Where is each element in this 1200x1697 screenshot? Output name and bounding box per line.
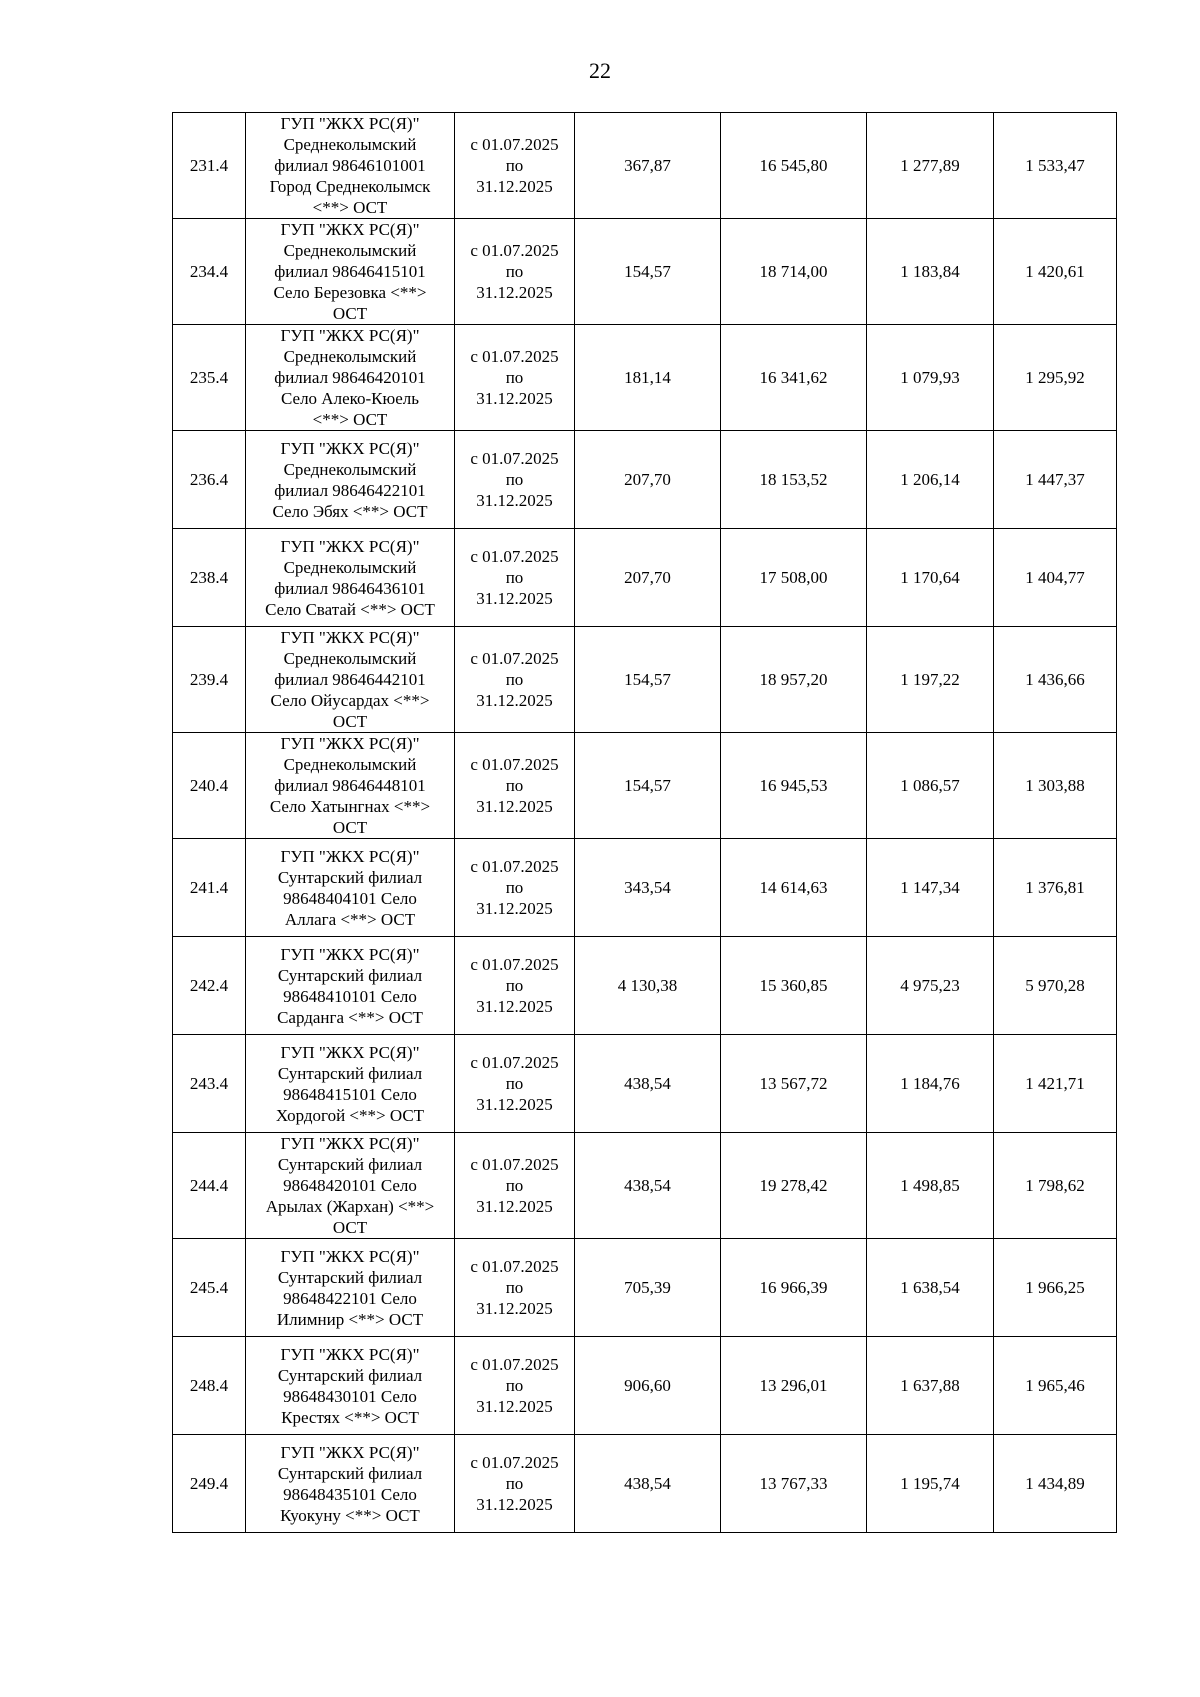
row-code: 231.4 (189, 156, 229, 175)
org-line: ГУП "ЖКХ РС(Я)" (280, 1246, 420, 1266)
value-cell-4 (994, 113, 1117, 219)
period-line: 31.12.2025 (476, 997, 553, 1016)
row-code: 245.4 (189, 1278, 229, 1297)
value-1: 207,70 (624, 470, 671, 489)
period-cell (455, 937, 575, 1035)
value-cell-2 (721, 937, 867, 1035)
org-cell (246, 627, 455, 733)
value-cell-4 (994, 219, 1117, 325)
table-row (173, 1239, 1117, 1337)
value-cell-2 (721, 1239, 867, 1337)
table-row (173, 219, 1117, 325)
org-line: Сунтарский филиал (277, 1365, 423, 1385)
value-4: 1 420,61 (1025, 262, 1085, 281)
value-cell-1 (575, 1239, 721, 1337)
org-line: ГУП "ЖКХ РС(Я)" (280, 1442, 420, 1462)
row-code: 243.4 (189, 1074, 229, 1093)
period-line: 31.12.2025 (476, 589, 553, 608)
org-line: Среднеколымский (283, 241, 417, 260)
period-line: 31.12.2025 (476, 389, 553, 408)
org-cell (246, 1133, 455, 1239)
org-line: Хордогой <**> ОСТ (275, 1105, 425, 1125)
row-code: 248.4 (189, 1376, 229, 1395)
value-cell-3 (867, 1435, 994, 1533)
period-line: 31.12.2025 (476, 491, 553, 510)
period-cell (455, 1035, 575, 1133)
table-row (173, 431, 1117, 529)
org-line: Сунтарский филиал (277, 965, 423, 985)
org-cell (246, 325, 455, 431)
row-code-cell (173, 219, 246, 325)
org-line: ГУП "ЖКХ РС(Я)" (280, 1042, 420, 1062)
value-cell-3 (867, 1035, 994, 1133)
value-2: 18 714,00 (759, 262, 828, 281)
value-2: 19 278,42 (759, 1176, 828, 1195)
period-cell (455, 529, 575, 627)
period-line: 31.12.2025 (476, 1299, 553, 1318)
org-line: Село Сватай <**> ОСТ (265, 599, 435, 619)
org-cell (246, 431, 455, 529)
row-code-cell (173, 937, 246, 1035)
period-line: 31.12.2025 (476, 1197, 553, 1216)
org-line: Среднеколымский (283, 557, 417, 577)
value-4: 1 966,25 (1025, 1278, 1085, 1297)
value-cell-2 (721, 733, 867, 839)
org-line: ГУП "ЖКХ РС(Я)" (280, 628, 420, 647)
org-line: Среднеколымский (283, 135, 417, 154)
org-line: Крестях <**> ОСТ (281, 1407, 419, 1427)
org-line: 98648420101 Село (283, 1176, 417, 1195)
value-1: 438,54 (624, 1176, 671, 1195)
period-line: с 01.07.2025 (470, 347, 559, 366)
period-line: с 01.07.2025 (470, 857, 559, 876)
org-line: Село Хатынгнах <**> (269, 797, 431, 816)
value-cell-2 (721, 1035, 867, 1133)
value-4: 1 447,37 (1025, 470, 1085, 489)
period-cell (455, 627, 575, 733)
value-cell-2 (721, 113, 867, 219)
value-cell-1 (575, 219, 721, 325)
org-line: Сарданга <**> ОСТ (277, 1007, 423, 1027)
value-cell-1 (575, 937, 721, 1035)
value-3: 1 637,88 (900, 1376, 960, 1395)
row-code-cell (173, 529, 246, 627)
period-line: с 01.07.2025 (470, 135, 559, 154)
org-cell (246, 1337, 455, 1435)
table-row (173, 937, 1117, 1035)
row-code-cell (173, 1133, 246, 1239)
value-3: 1 197,22 (900, 670, 960, 689)
period-line: с 01.07.2025 (470, 755, 559, 774)
value-2: 15 360,85 (759, 976, 828, 995)
org-cell (246, 733, 455, 839)
period-line: по (505, 1376, 524, 1395)
org-line: Сунтарский филиал (277, 1063, 423, 1083)
value-cell-4 (994, 733, 1117, 839)
period-line: 31.12.2025 (476, 1397, 553, 1416)
row-code: 234.4 (189, 262, 229, 281)
value-1: 154,57 (624, 262, 671, 281)
row-code-cell (173, 113, 246, 219)
table-row (173, 113, 1117, 219)
period-cell (455, 219, 575, 325)
period-line: по (505, 470, 524, 489)
value-2: 14 614,63 (759, 878, 828, 897)
value-cell-2 (721, 219, 867, 325)
period-line: по (505, 776, 524, 795)
value-4: 1 376,81 (1025, 878, 1085, 897)
row-code-cell (173, 839, 246, 937)
value-3: 1 206,14 (900, 470, 960, 489)
org-line: ГУП "ЖКХ РС(Я)" (280, 536, 420, 556)
org-line: Аллага <**> ОСТ (284, 909, 416, 929)
value-cell-1 (575, 733, 721, 839)
value-cell-4 (994, 1435, 1117, 1533)
period-line: по (505, 1074, 524, 1093)
table-row (173, 325, 1117, 431)
value-1: 207,70 (624, 568, 671, 587)
value-cell-3 (867, 733, 994, 839)
value-2: 16 545,80 (759, 156, 828, 175)
value-cell-4 (994, 1035, 1117, 1133)
value-cell-3 (867, 219, 994, 325)
row-code: 242.4 (189, 976, 229, 995)
value-cell-4 (994, 937, 1117, 1035)
row-code: 238.4 (189, 568, 229, 587)
org-line: 98648410101 Село (283, 986, 417, 1006)
org-line: Сунтарский филиал (277, 867, 423, 887)
row-code: 241.4 (189, 878, 229, 897)
org-line: Куокуну <**> ОСТ (280, 1505, 420, 1525)
value-cell-3 (867, 431, 994, 529)
value-cell-3 (867, 627, 994, 733)
table-row (173, 529, 1117, 627)
table-row (173, 1337, 1117, 1435)
table-row (173, 839, 1117, 937)
period-line: по (505, 568, 524, 587)
row-code-cell (173, 1435, 246, 1533)
period-cell (455, 839, 575, 937)
value-cell-3 (867, 1239, 994, 1337)
value-cell-4 (994, 627, 1117, 733)
period-line: по (505, 976, 524, 995)
org-line: Илимнир <**> ОСТ (276, 1309, 424, 1329)
value-cell-2 (721, 839, 867, 937)
value-2: 16 341,62 (759, 368, 828, 387)
period-line: по (505, 1474, 524, 1493)
period-line: 31.12.2025 (476, 283, 553, 302)
org-line: Среднеколымский (283, 347, 417, 366)
value-cell-3 (867, 529, 994, 627)
value-2: 13 567,72 (759, 1074, 828, 1093)
row-code: 240.4 (189, 776, 229, 795)
value-4: 1 303,88 (1025, 776, 1085, 795)
value-1: 4 130,38 (617, 976, 678, 995)
org-line: ГУП "ЖКХ РС(Я)" (280, 220, 420, 239)
value-cell-2 (721, 529, 867, 627)
page-number: 22 (589, 58, 611, 83)
period-line: с 01.07.2025 (470, 1355, 559, 1374)
period-line: с 01.07.2025 (470, 449, 559, 468)
row-code-cell (173, 733, 246, 839)
value-3: 1 086,57 (900, 776, 960, 795)
org-line: филиал 98646448101 (274, 776, 426, 795)
value-3: 1 147,34 (900, 878, 960, 897)
table-row (173, 733, 1117, 839)
table-row (173, 627, 1117, 733)
org-line: ГУП "ЖКХ РС(Я)" (280, 846, 420, 866)
period-line: с 01.07.2025 (470, 1053, 559, 1072)
org-line: филиал 98646422101 (274, 480, 426, 500)
period-line: по (505, 368, 524, 387)
tariff-table (172, 112, 1117, 1533)
value-cell-1 (575, 1337, 721, 1435)
period-line: 31.12.2025 (476, 797, 553, 816)
org-line: ГУП "ЖКХ РС(Я)" (280, 1134, 420, 1153)
row-code: 239.4 (189, 670, 229, 689)
org-cell (246, 1035, 455, 1133)
row-code-cell (173, 325, 246, 431)
value-4: 1 798,62 (1025, 1176, 1085, 1195)
value-3: 1 195,74 (900, 1474, 960, 1493)
value-cell-1 (575, 325, 721, 431)
value-cell-2 (721, 627, 867, 733)
org-line: филиал 98646101001 (274, 156, 426, 175)
org-line: Село Эбях <**> ОСТ (272, 501, 428, 521)
value-2: 13 296,01 (759, 1376, 828, 1395)
value-cell-2 (721, 431, 867, 529)
value-cell-4 (994, 325, 1117, 431)
org-line: Сунтарский филиал (277, 1155, 423, 1174)
period-line: с 01.07.2025 (470, 547, 559, 566)
row-code: 244.4 (189, 1176, 229, 1195)
value-2: 18 153,52 (759, 470, 828, 489)
value-cell-4 (994, 839, 1117, 937)
value-1: 154,57 (624, 776, 671, 795)
period-cell (455, 1337, 575, 1435)
org-line: <**> ОСТ (312, 198, 388, 217)
value-1: 367,87 (624, 156, 671, 175)
org-line: Среднеколымский (283, 459, 417, 479)
period-line: 31.12.2025 (476, 1495, 553, 1514)
period-line: с 01.07.2025 (470, 1257, 559, 1276)
org-line: Село Алеко-Кюель (280, 389, 419, 408)
org-cell (246, 937, 455, 1035)
period-line: с 01.07.2025 (470, 1155, 559, 1174)
row-code: 236.4 (189, 470, 229, 489)
period-cell (455, 1435, 575, 1533)
org-line: филиал 98646442101 (274, 670, 426, 689)
period-line: по (505, 878, 524, 897)
period-line: с 01.07.2025 (470, 1453, 559, 1472)
period-line: по (505, 670, 524, 689)
org-line: Город Среднеколымск (269, 177, 431, 196)
period-line: 31.12.2025 (476, 177, 553, 196)
value-3: 1 498,85 (900, 1176, 960, 1195)
org-line: Село Ойусардах <**> (270, 691, 430, 710)
org-line: ГУП "ЖКХ РС(Я)" (280, 944, 420, 964)
org-cell (246, 1239, 455, 1337)
value-cell-2 (721, 1133, 867, 1239)
value-2: 16 966,39 (759, 1278, 828, 1297)
value-1: 906,60 (624, 1376, 671, 1395)
value-3: 1 184,76 (900, 1074, 960, 1093)
value-cell-4 (994, 1337, 1117, 1435)
org-line: филиал 98646420101 (274, 368, 426, 387)
value-3: 1 638,54 (900, 1278, 960, 1297)
org-line: ОСТ (332, 818, 368, 837)
value-cell-2 (721, 325, 867, 431)
value-2: 17 508,00 (759, 568, 828, 587)
org-line: ГУП "ЖКХ РС(Я)" (280, 114, 420, 133)
row-code-cell (173, 627, 246, 733)
value-cell-1 (575, 113, 721, 219)
value-cell-4 (994, 1239, 1117, 1337)
org-line: ГУП "ЖКХ РС(Я)" (280, 1344, 420, 1364)
value-3: 1 277,89 (900, 156, 960, 175)
value-cell-4 (994, 431, 1117, 529)
row-code-cell (173, 431, 246, 529)
org-line: ГУП "ЖКХ РС(Я)" (280, 438, 420, 458)
value-cell-1 (575, 529, 721, 627)
period-cell (455, 325, 575, 431)
row-code-cell (173, 1035, 246, 1133)
value-1: 181,14 (624, 368, 671, 387)
value-cell-2 (721, 1435, 867, 1533)
value-4: 1 436,66 (1025, 670, 1085, 689)
value-cell-3 (867, 113, 994, 219)
org-line: 98648422101 Село (283, 1288, 417, 1308)
value-4: 5 970,28 (1025, 976, 1085, 995)
value-cell-1 (575, 839, 721, 937)
row-code: 235.4 (189, 368, 229, 387)
org-line: 98648435101 Село (283, 1484, 417, 1504)
value-4: 1 295,92 (1025, 368, 1085, 387)
value-4: 1 965,46 (1025, 1376, 1085, 1395)
period-line: по (505, 156, 524, 175)
row-code-cell (173, 1239, 246, 1337)
org-line: ОСТ (332, 712, 368, 731)
period-line: с 01.07.2025 (470, 241, 559, 260)
value-3: 1 079,93 (900, 368, 960, 387)
value-cell-1 (575, 1435, 721, 1533)
table-row (173, 1435, 1117, 1533)
value-1: 343,54 (624, 878, 671, 897)
org-line: филиал 98646436101 (274, 578, 426, 598)
org-line: ГУП "ЖКХ РС(Я)" (280, 326, 420, 345)
org-cell (246, 839, 455, 937)
value-1: 438,54 (624, 1474, 671, 1493)
org-line: 98648415101 Село (283, 1084, 417, 1104)
period-line: по (505, 1278, 524, 1297)
org-line: Среднеколымский (283, 649, 417, 668)
row-code-cell (173, 1337, 246, 1435)
value-4: 1 421,71 (1025, 1074, 1085, 1093)
value-cell-1 (575, 627, 721, 733)
org-line: ОСТ (332, 1218, 368, 1237)
org-cell (246, 529, 455, 627)
value-3: 1 170,64 (900, 568, 960, 587)
value-2: 16 945,53 (759, 776, 828, 795)
org-line: ОСТ (332, 304, 368, 323)
org-cell (246, 113, 455, 219)
value-cell-1 (575, 1035, 721, 1133)
value-1: 154,57 (624, 670, 671, 689)
table-row (173, 1035, 1117, 1133)
period-line: по (505, 262, 524, 281)
org-line: Сунтарский филиал (277, 1463, 423, 1483)
value-cell-4 (994, 529, 1117, 627)
value-cell-1 (575, 1133, 721, 1239)
value-3: 4 975,23 (900, 976, 960, 995)
period-line: 31.12.2025 (476, 899, 553, 918)
org-line: 98648404101 Село (283, 888, 417, 908)
period-cell (455, 733, 575, 839)
value-cell-3 (867, 839, 994, 937)
period-line: 31.12.2025 (476, 691, 553, 710)
period-cell (455, 1133, 575, 1239)
value-1: 705,39 (624, 1278, 671, 1297)
value-cell-3 (867, 325, 994, 431)
value-cell-4 (994, 1133, 1117, 1239)
period-line: 31.12.2025 (476, 1095, 553, 1114)
period-cell (455, 1239, 575, 1337)
value-3: 1 183,84 (900, 262, 960, 281)
period-line: по (505, 1176, 524, 1195)
period-cell (455, 113, 575, 219)
value-2: 18 957,20 (759, 670, 828, 689)
table-row (173, 1133, 1117, 1239)
value-cell-2 (721, 1337, 867, 1435)
value-4: 1 434,89 (1025, 1474, 1085, 1493)
org-line: <**> ОСТ (312, 410, 388, 429)
value-cell-3 (867, 1337, 994, 1435)
value-1: 438,54 (624, 1074, 671, 1093)
value-cell-3 (867, 1133, 994, 1239)
period-cell (455, 431, 575, 529)
org-line: ГУП "ЖКХ РС(Я)" (280, 734, 420, 753)
value-2: 13 767,33 (759, 1474, 828, 1493)
org-line: филиал 98646415101 (274, 262, 426, 281)
value-4: 1 533,47 (1025, 156, 1085, 175)
period-line: с 01.07.2025 (470, 955, 559, 974)
org-line: Сунтарский филиал (277, 1267, 423, 1287)
org-line: Село Березовка <**> (273, 283, 427, 302)
org-line: Среднеколымский (283, 755, 417, 774)
org-cell (246, 1435, 455, 1533)
org-line: Арылах (Жархан) <**> (265, 1197, 435, 1216)
period-line: с 01.07.2025 (470, 649, 559, 668)
org-cell (246, 219, 455, 325)
value-4: 1 404,77 (1025, 568, 1085, 587)
row-code: 249.4 (189, 1474, 229, 1493)
org-line: 98648430101 Село (283, 1386, 417, 1406)
value-cell-3 (867, 937, 994, 1035)
value-cell-1 (575, 431, 721, 529)
